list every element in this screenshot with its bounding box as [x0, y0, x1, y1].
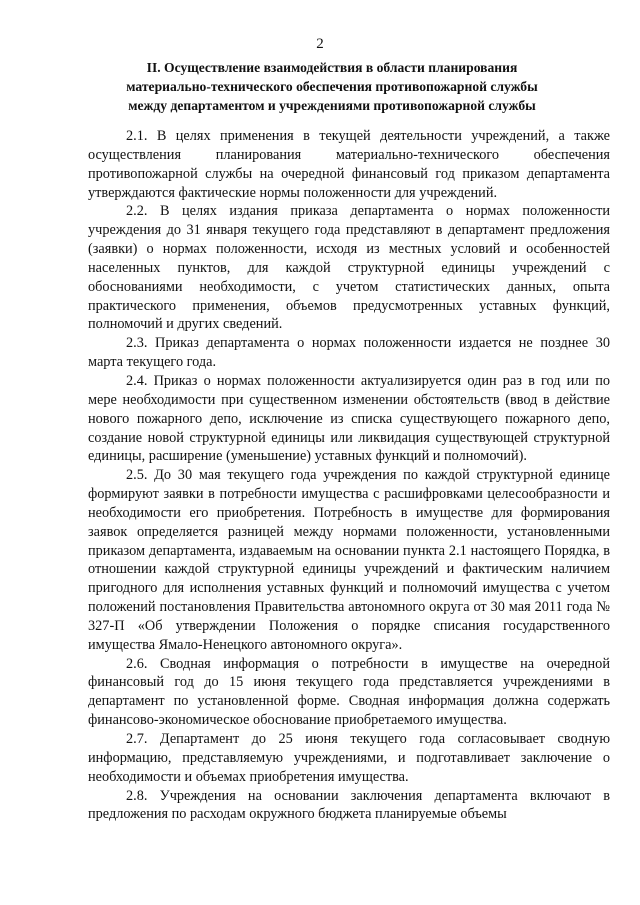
section-heading [96, 58, 568, 115]
paragraph-2-2: 2.2. В целях издания приказа департамента о нормах положенности учреждения до 31 января текущего года представляют в департамент предложения (заявки) о нормах положенности, исходя из местных условий и особенностей населенных пунктов, для каждой структурной единицы учреждений с обоснованиями необходимости, с учетом статистических данных, опыта практического применения, объемов предусмотренных уставных функций, полномочий и других сведений. [88, 203, 610, 333]
heading-line: между департаментом и учреждениями противопожарной службы [128, 98, 536, 113]
section-body [88, 127, 610, 824]
page-number: 2 [316, 36, 324, 52]
paragraph-2-6: 2.6. Сводная информация о потребности в имуществе на очередной финансовый год до 15 июня текущего года представляется учреждениями в департамент по установленной форме. Сводная информация должна содержать финансово-экономическое обоснование приобретаемого имущества. [88, 655, 610, 729]
paragraph-2-3: 2.3. Приказ департамента о нормах положенности издается не позднее 30 марта текущего года. [88, 335, 610, 371]
heading-line: II. Осуществление взаимодействия в области планирования [146, 60, 518, 75]
heading-line: материально-технического обеспечения противопожарной службы [126, 79, 538, 94]
paragraph-2-7: 2.7. Департамент до 25 июня текущего года согласовывает сводную информацию, представляемую учреждениями, и подготавливает заключение о необходимости и объемах приобретения имущества. [88, 731, 610, 785]
paragraph-2-8: 2.8. Учреждения на основании заключения департамента включают в предложения по расходам окружного бюджета планируемые объемы [88, 787, 610, 823]
paragraph-2-1: 2.1. В целях применения в текущей деятельности учреждений, а также осуществления планирования материально-технического обеспечения противопожарной службы на очередной финансовый год приказом департамента утверждаются фактические нормы положенности для учреждений. [88, 128, 610, 201]
paragraph-2-5: 2.5. До 30 мая текущего года учреждения по каждой структурной единице формируют заявки в потребности имущества с расшифровками целесообразности и необходимости его приобретения. Потребность в имуществе для формирования заявок определяется разницей между нормами положенности, установленными приказом департамента, издаваемым на основании пункта 2.1 настоящего Порядка, в отношении каждой структурной единицы учреждений и фактическим наличием пригодного для исполнения уставных функций и полномочий имущества с учетом положений постановления Правительства автономного округа от 30 мая 2011 года № 327-П «Об утверждении Положения о порядке списания государственного имущества Ямало-Ненецкого автономного округа». [88, 467, 610, 653]
paragraph-2-4: 2.4. Приказ о нормах положенности актуализируется один раз в год или по мере необходимости при существенном изменении обстоятельств (ввод в действие нового пожарного депо, исключение из списка существующего пожарного депо, создание новой структурной единицы или ликвидация существующей структурной единицы, расширение (уменьшение) уставных функций и полномочий). [88, 372, 610, 465]
